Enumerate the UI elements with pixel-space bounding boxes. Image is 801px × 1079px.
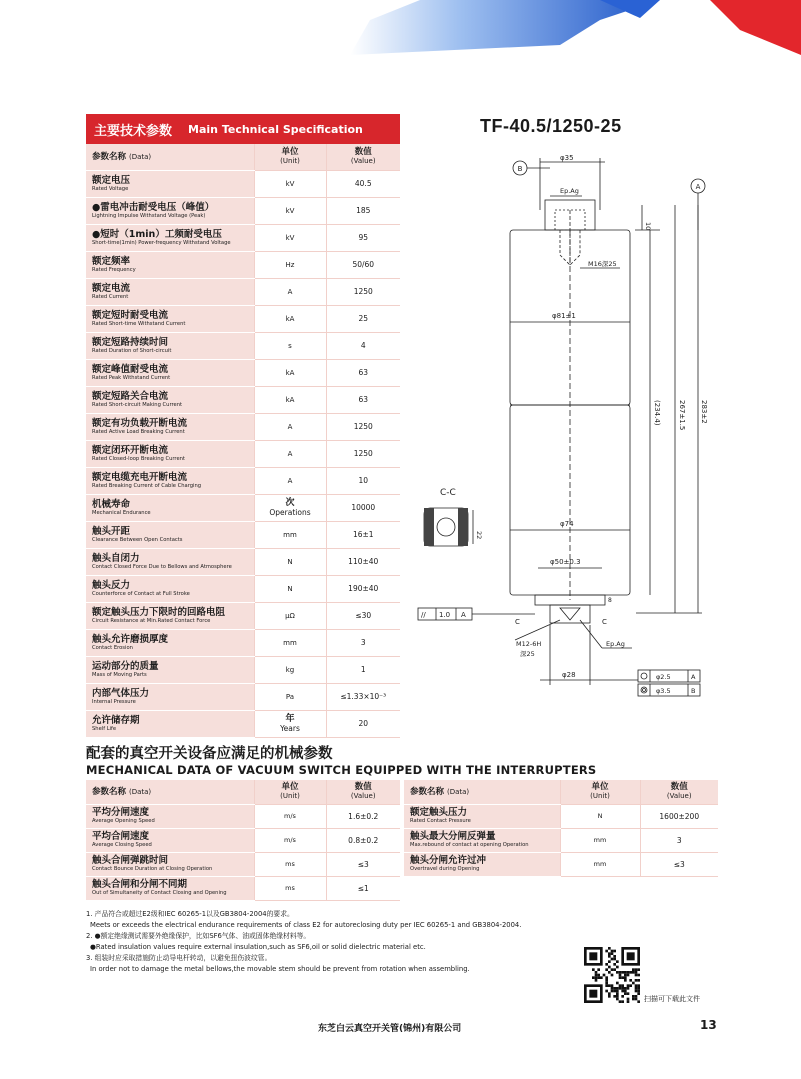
spec-table xyxy=(86,144,400,738)
spec-value: 1250 xyxy=(326,278,400,305)
dim-d81: φ81±1 xyxy=(552,312,576,320)
mech-name: 额定触头压力 Rated Contact Pressure xyxy=(404,804,560,828)
spec-header xyxy=(86,114,400,144)
header-unit: 单位 (Unit) xyxy=(254,144,326,170)
spec-row xyxy=(86,305,400,332)
spec-unit: kA xyxy=(254,305,326,332)
mech-row xyxy=(86,852,400,876)
spec-name: 触头反力 Counterforce of Contact at Full Stroke xyxy=(86,575,254,602)
model-title: TF-40.5/1250-25 xyxy=(480,116,622,136)
mech-value: 3 xyxy=(640,828,718,852)
spec-name: ●雷电冲击耐受电压（峰值） Lightning Impulse Withstand Voltage (Peak) xyxy=(86,197,254,224)
spec-header-en: Main Technical Specification xyxy=(188,122,363,136)
mech-name: 平均合闸速度 Average Closing Speed xyxy=(86,828,254,852)
spec-row xyxy=(86,197,400,224)
svg-text:φ2.5: φ2.5 xyxy=(656,673,671,681)
spec-row xyxy=(86,656,400,683)
spec-value: 10 xyxy=(326,467,400,494)
spec-value: 25 xyxy=(326,305,400,332)
spec-name: 额定峰值耐受电流 Rated Peak Withstand Current xyxy=(86,359,254,386)
mech-value: ≤3 xyxy=(640,852,718,876)
spec-name: 允许储存期 Shelf Life xyxy=(86,710,254,737)
spec-name: 触头允许磨损厚度 Contact Erosion xyxy=(86,629,254,656)
qr-label: 扫描可下载此文件 xyxy=(644,995,700,1003)
note-3-en: In order not to damage the metal bellows,the movable stem should be prevent from rotation when assembling. xyxy=(90,965,470,973)
spec-row xyxy=(86,332,400,359)
dim-m12-depth: 深25 xyxy=(520,650,535,658)
spec-name: 额定短时耐受电流 Rated Short-time Withstand Current xyxy=(86,305,254,332)
mech-unit: ms xyxy=(254,852,326,876)
mech-value: 1.6±0.2 xyxy=(326,804,400,828)
mech-row xyxy=(86,804,400,828)
spec-row xyxy=(86,629,400,656)
section-c-right: C xyxy=(602,618,607,626)
spec-value: 20 xyxy=(326,710,400,737)
spec-row xyxy=(86,710,400,737)
spec-row xyxy=(86,548,400,575)
spec-unit: A xyxy=(254,467,326,494)
spec-value: 4 xyxy=(326,332,400,359)
spec-row xyxy=(86,224,400,251)
spec-name: 额定电流 Rated Current xyxy=(86,278,254,305)
spec-name: 触头开距 Clearance Between Open Contacts xyxy=(86,521,254,548)
spec-value: 3 xyxy=(326,629,400,656)
spec-row xyxy=(86,575,400,602)
mech-name: 触头分闸允许过冲 Overtravel during Opening xyxy=(404,852,560,876)
spec-row xyxy=(86,278,400,305)
spec-unit: kV xyxy=(254,170,326,197)
spec-name: 运动部分的质量 Mass of Moving Parts xyxy=(86,656,254,683)
spec-value: 10000 xyxy=(326,494,400,521)
spec-unit: 次 Operations xyxy=(254,494,326,521)
header-name: 参数名称 (Data) xyxy=(86,144,254,170)
mech-table-right xyxy=(404,780,718,877)
spec-header-cn: 主要技术参数 xyxy=(94,123,173,139)
page-number: 13 xyxy=(700,1018,717,1032)
dim-267: 267±1.5 xyxy=(678,400,686,431)
dim-8: 8 xyxy=(608,597,612,604)
section-c-left: C xyxy=(515,618,520,626)
dim-m16: M16深25 xyxy=(588,260,617,268)
dim-10: 10 xyxy=(644,222,652,231)
spec-unit: s xyxy=(254,332,326,359)
spec-table-header xyxy=(86,144,400,170)
mech-header: 参数名称 (Data) 单位 (Unit) 数值 (Value) xyxy=(404,780,718,804)
spec-value: 63 xyxy=(326,359,400,386)
spec-value: 50/60 xyxy=(326,251,400,278)
spec-row xyxy=(86,413,400,440)
mech-name: 平均分闸速度 Average Opening Speed xyxy=(86,804,254,828)
dim-d74: φ74 xyxy=(560,520,574,528)
header-value: 数值 (Value) xyxy=(326,144,400,170)
mech-value: ≤3 xyxy=(326,852,400,876)
spec-name: 触头自闭力 Contact Closed Force Due to Bellows and Atmosphere xyxy=(86,548,254,575)
spec-name: 额定电压 Rated Voltage xyxy=(86,170,254,197)
spec-unit: μΩ xyxy=(254,602,326,629)
spec-unit: A xyxy=(254,440,326,467)
interrupter-drawing xyxy=(410,150,710,710)
spec-row xyxy=(86,386,400,413)
spec-unit: kV xyxy=(254,197,326,224)
svg-text:A: A xyxy=(691,673,696,681)
svg-text:A: A xyxy=(461,611,466,619)
mech-table-left xyxy=(86,780,400,901)
spec-value: 63 xyxy=(326,386,400,413)
spec-unit: N xyxy=(254,548,326,575)
top-decoration xyxy=(0,0,801,60)
mech-row xyxy=(404,852,718,876)
mech-row xyxy=(404,828,718,852)
mech-unit: ms xyxy=(254,876,326,900)
note-2-en: ●Rated insulation values require external insulation,such as SF6,oil or solid dielectric material etc. xyxy=(90,943,426,951)
notes xyxy=(86,909,566,975)
svg-text:φ3.5: φ3.5 xyxy=(656,687,671,695)
spec-value: 110±40 xyxy=(326,548,400,575)
mech-unit: m/s xyxy=(254,804,326,828)
spec-value: 1 xyxy=(326,656,400,683)
spec-row xyxy=(86,602,400,629)
mech-name: 触头合闸和分闸不同期 Out of Simultaneity of Contact Closing and Opening xyxy=(86,876,254,900)
spec-value: 1250 xyxy=(326,413,400,440)
spec-unit: Pa xyxy=(254,683,326,710)
mech-row xyxy=(404,804,718,828)
dim-m12: M12-6H xyxy=(516,640,542,648)
dim-d35: φ35 xyxy=(560,154,574,162)
datum-a-label: A xyxy=(695,183,701,191)
spec-unit: mm xyxy=(254,521,326,548)
dim-ep-top: Ep.Ag xyxy=(560,187,579,195)
svg-text://: // xyxy=(421,611,426,619)
spec-unit: Hz xyxy=(254,251,326,278)
mech-value: 0.8±0.2 xyxy=(326,828,400,852)
spec-row xyxy=(86,170,400,197)
mech-unit: mm xyxy=(560,852,640,876)
spec-value: 190±40 xyxy=(326,575,400,602)
spec-value: 185 xyxy=(326,197,400,224)
dim-22: 22 xyxy=(475,531,483,540)
datum-b-label: B xyxy=(517,165,523,173)
spec-unit: kA xyxy=(254,359,326,386)
note-3-cn: 3. 组装时应采取措施防止动导电杆转动，以避免扭伤波纹管。 xyxy=(86,954,272,962)
spec-name: 额定频率 Rated Frequency xyxy=(86,251,254,278)
spec-unit: 年 Years xyxy=(254,710,326,737)
spec-name: 额定触头压力下限时的回路电阻 Circuit Resistance at Min.Rated Contact Force xyxy=(86,602,254,629)
mech-value: ≤1 xyxy=(326,876,400,900)
note-2-cn: 2. ●额定绝缘测试需要外绝缘保护，比如SF6气体、油或固体绝缘材料等。 xyxy=(86,932,311,940)
spec-name: ●短时（1min）工频耐受电压 Short-time(1min) Power-frequency Withstand Voltage xyxy=(86,224,254,251)
note-1-cn: 1. 产品符合或超过E2级和IEC 60265-1以及GB3804-2004的要求。 xyxy=(86,910,294,918)
spec-unit: kA xyxy=(254,386,326,413)
spec-value: 40.5 xyxy=(326,170,400,197)
spec-name: 额定有功负载开断电流 Rated Active Load Breaking Current xyxy=(86,413,254,440)
mech-row xyxy=(86,876,400,900)
spec-value: 1250 xyxy=(326,440,400,467)
svg-text:1.0: 1.0 xyxy=(439,611,451,619)
spec-name: 额定电缆充电开断电流 Rated Breaking Current of Cable Charging xyxy=(86,467,254,494)
dim-234: (234.4) xyxy=(653,400,661,426)
mech-unit: mm xyxy=(560,828,640,852)
mech-title-cn: 配套的真空开关设备应满足的机械参数 xyxy=(86,746,333,762)
spec-name: 机械寿命 Mechanical Endurance xyxy=(86,494,254,521)
note-1-en: Meets or exceeds the electrical endurance requirements of class E2 for autoreclosing duty per IEC 60265-1 and GB3804-2004. xyxy=(90,921,522,929)
spec-unit: A xyxy=(254,278,326,305)
spec-unit: kV xyxy=(254,224,326,251)
spec-row xyxy=(86,251,400,278)
mech-value: 1600±200 xyxy=(640,804,718,828)
spec-value: 16±1 xyxy=(326,521,400,548)
dim-d28: φ28 xyxy=(562,671,576,679)
spec-unit: A xyxy=(254,413,326,440)
spec-row xyxy=(86,359,400,386)
spec-name: 内部气体压力 Internal Pressure xyxy=(86,683,254,710)
svg-text:B: B xyxy=(691,687,696,695)
mech-row xyxy=(86,828,400,852)
spec-row xyxy=(86,440,400,467)
mech-header: 参数名称 (Data) 单位 (Unit) 数值 (Value) xyxy=(86,780,400,804)
spec-unit: kg xyxy=(254,656,326,683)
section-cc-label: C-C xyxy=(440,488,456,498)
mech-unit: N xyxy=(560,804,640,828)
spec-name: 额定短路关合电流 Rated Short-circuit Making Current xyxy=(86,386,254,413)
spec-row xyxy=(86,521,400,548)
spec-row xyxy=(86,683,400,710)
mech-name: 触头最大分闸反弹量 Max.rebound of contact at opening Operation xyxy=(404,828,560,852)
qr-code[interactable] xyxy=(584,947,640,1003)
spec-name: 额定短路持续时间 Rated Duration of Short-circuit xyxy=(86,332,254,359)
dim-283: 283±2 xyxy=(700,400,708,424)
spec-value: 95 xyxy=(326,224,400,251)
spec-row xyxy=(86,467,400,494)
mech-unit: m/s xyxy=(254,828,326,852)
footer-company: 东芝白云真空开关管(锦州)有限公司 xyxy=(318,1024,462,1034)
spec-unit: mm xyxy=(254,629,326,656)
mech-name: 触头合闸弹跳时间 Contact Bounce Duration at Closing Operation xyxy=(86,852,254,876)
dim-ep-bottom: Ep.Ag xyxy=(606,640,625,648)
mech-title-en: MECHANICAL DATA OF VACUUM SWITCH EQUIPPED WITH THE INTERRUPTERS xyxy=(86,763,597,777)
spec-value: ≤30 xyxy=(326,602,400,629)
spec-name: 额定闭环开断电流 Rated Closed-loop Breaking Current xyxy=(86,440,254,467)
spec-row xyxy=(86,494,400,521)
dim-d50: φ50±0.3 xyxy=(550,558,581,566)
spec-unit: N xyxy=(254,575,326,602)
spec-value: ≤1.33×10⁻³ xyxy=(326,683,400,710)
